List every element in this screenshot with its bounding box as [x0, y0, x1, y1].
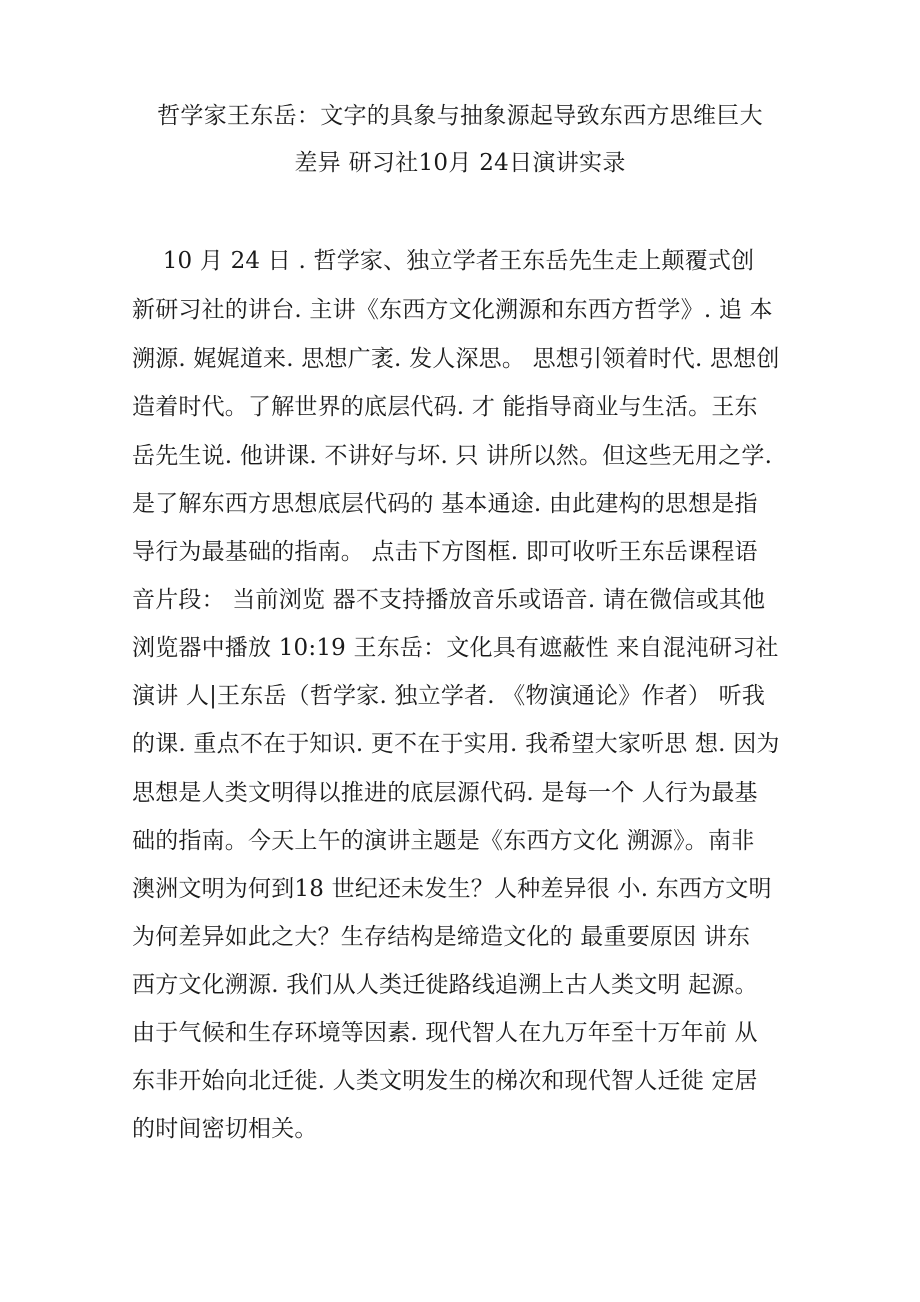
- body-line: 浏览器中播放 10:19 王东岳：文化具有遮蔽性 来自混沌研习社: [132, 635, 779, 661]
- body-line: 础的指南。今天上午的演讲主题是《东西方文化 溯源》。南非: [132, 828, 755, 854]
- body-line: 的时间密切相关。: [132, 1116, 318, 1142]
- body-line: 澳洲文明为何到18 世纪还未发生？人种差异很 小. 东西方文明: [132, 876, 772, 902]
- document-title-line-1: 哲学家王东岳：文字的具象与抽象源起导致东西方思维巨大: [157, 103, 763, 129]
- body-line: 10 月 24 日 . 哲学家、独立学者王东岳先生走上颠覆式创: [132, 248, 755, 274]
- body-line: 音片段： 当前浏览 器不支持播放音乐或语音. 请在微信或其他: [132, 587, 766, 613]
- body-line: 演讲 人|王东岳（哲学家. 独立学者. 《物演通论》作者） 听我: [132, 683, 766, 709]
- body-line: 的课. 重点不在于知识. 更不在于实用. 我希望大家听思 想. 因为: [132, 731, 780, 757]
- body-line: 是了解东西方思想底层代码的 基本通途. 由此建构的思想是指: [132, 491, 758, 517]
- body-line: 溯源. 娓娓道来. 思想广袤. 发人深思。 思想引领着时代. 思想创: [132, 346, 780, 372]
- document-title-line-2: 差异 研习社10月 24日演讲实录: [294, 150, 626, 176]
- body-line: 为何差异如此之大？生存结构是缔造文化的 最重要原因 讲东: [132, 924, 751, 950]
- body-line: 东非开始向北迁徙. 人类文明发生的梯次和现代智人迁徙 定居: [132, 1068, 758, 1094]
- body-line: 岳先生说. 他讲课. 不讲好与坏. 只 讲所以然。但这些无用之学.: [132, 443, 773, 469]
- body-line: 新研习社的讲台. 主讲《东西方文化溯源和东西方哲学》. 追 本: [132, 297, 773, 323]
- body-line: 由于气候和生存环境等因素. 现代智人在九万年至十万年前 从: [132, 1020, 758, 1046]
- body-line: 导行为最基础的指南。 点击下方图框. 即可收听王东岳课程语: [132, 539, 758, 565]
- body-line: 造着时代。了解世界的底层代码. 才 能指导商业与生活。王东: [132, 394, 758, 420]
- body-line: 思想是人类文明得以推进的底层源代码. 是每一个 人行为最基: [132, 780, 758, 806]
- body-line: 西方文化溯源. 我们从人类迁徙路线追溯上古人类文明 起源。: [132, 972, 758, 998]
